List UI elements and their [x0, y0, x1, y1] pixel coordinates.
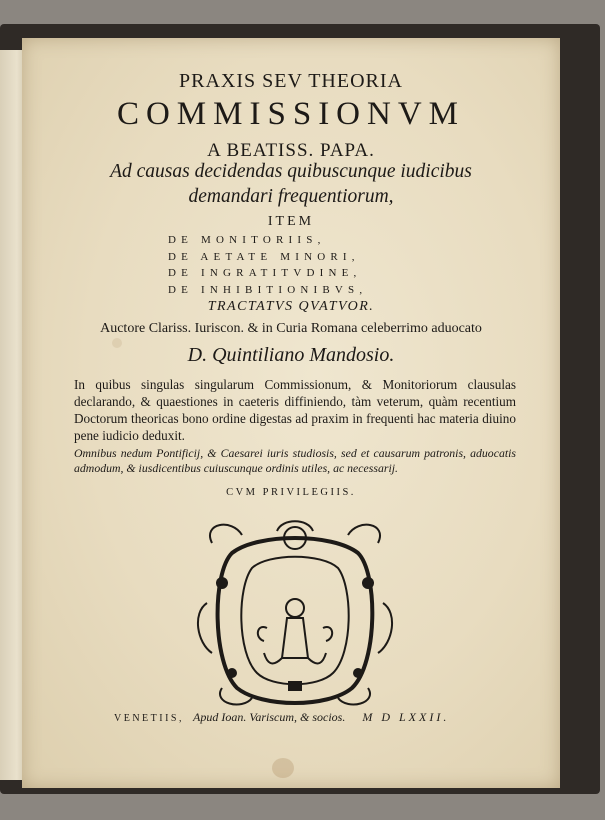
topic-item: DE AETATE MINORI, — [168, 250, 360, 263]
subtitle-line-1: Ad causas decidendas quibuscunque iudicibus — [110, 161, 472, 182]
title-line-2: COMMISSIONVM — [116, 96, 466, 132]
title-page — [22, 38, 560, 788]
topic-item: DE INGRATITVDINE, — [168, 267, 362, 279]
item-heading: ITEM — [267, 214, 315, 229]
title-line-3: A BEATISS. PAPA. — [207, 140, 375, 161]
topic-item: DE INHIBITIONIBVS, — [168, 283, 368, 296]
author-name: D. Quintiliano Mandosio. — [187, 344, 395, 366]
title-line-1: PRAXIS SEV THEORIA — [179, 70, 403, 92]
topic-item: DE MONITORIIS, — [168, 234, 326, 246]
tractatus-line: TRACTATVS QVATVOR. — [207, 299, 375, 314]
printers-device-emblem — [192, 513, 398, 713]
subtitle-line-2: demandari frequentiorum, — [188, 186, 394, 207]
privilege-line: CVM PRIVILEGIIS. — [226, 487, 356, 498]
auctore-line: Auctore Clariss. Iuriscon. & in Curia Romana celeberrimo aduocato — [100, 321, 482, 336]
imprint-line — [114, 710, 449, 725]
topic-list — [168, 232, 367, 298]
imprint-year: M D LXXII. — [362, 710, 450, 724]
paper-stain — [272, 758, 294, 778]
imprint-place: VENETIIS, — [114, 713, 184, 724]
imprint-printer: Apud Ioan. Variscum, & socios. — [193, 710, 346, 724]
description-paragraph: In quibus singulas singularum Commissionum, & Monitoriorum clausulas declarando, & quaestiones in caeteris diffiniendo, tàm veterum, quàm recentium Doctorum theoricas bono ordine digestas ad praxim in frequenti hac materia diuino pene iudicio deduxit. — [74, 377, 516, 443]
audience-paragraph: Omnibus nedum Pontificij, & Caesarei iuris studiosis, sed et causarum patronis, aduocatis admodum, & iusdicentibus cuiuscunque ordinis utiles, ac necessarij. — [74, 446, 516, 475]
